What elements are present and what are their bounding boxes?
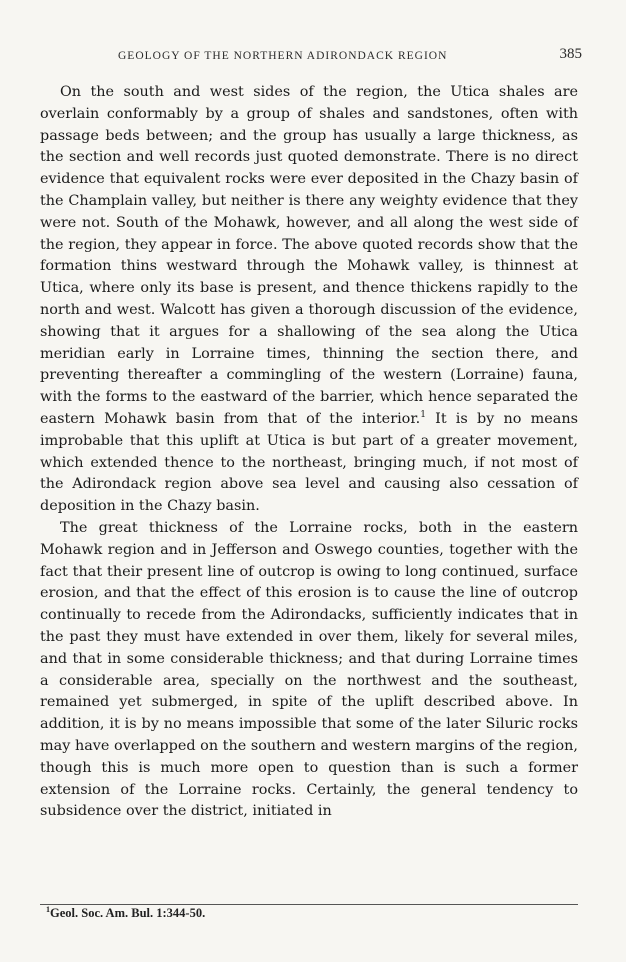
footnote-text: Geol. Soc. Am. Bul. 1:344-50. <box>50 906 206 920</box>
footnote-mark: 1 <box>46 904 50 914</box>
paragraph-1-continuation: It is by no means improbable that this uplift at Utica is but part of a greater movement, which extended thence to the northeast, bringing much, if not most of the Adirondack region above sea level and causing also cessation of deposition in the Chazy basin. <box>40 410 578 515</box>
footnote <box>46 906 205 921</box>
paragraph-1 <box>40 82 578 518</box>
paragraph-1-text: On the south and west sides of the region, the Utica shales are overlain conformably by a group of shales and sandstones, often with passage beds between; and the group has usually a large thickness, as the section and well records just quoted demonstrate. There is no direct evidence that equivalent rocks were ever deposited in the Chazy basin of the Champlain valley, but neither is there any weighty evidence that they were not. South of the Mohawk, however, and all along the west side of the region, they appear in force. The above quoted records show that the formation thins westward through the Mohawk valley, is thinnest at Utica, where only its base is present, and thence thickens rapidly to the north and west. Walcott has given a thorough discussion of the evidence, showing that it argues for a shallowing of the sea along the Utica meridian early in Lorraine times, thinning the section there, and preventing thereafter a commingling of the western (Lorraine) fauna, with the forms to the eastward of the barrier, which hence separated the eastern Mohawk basin from that of the interior. <box>40 84 578 427</box>
footnote-divider <box>40 904 578 905</box>
body-text <box>40 82 578 823</box>
footnote-reference: 1 <box>420 410 426 421</box>
paragraph-2: The great thickness of the Lorraine rocks, both in the eastern Mohawk region and in Jefferson and Oswego counties, together with the fact that their present line of outcrop is owing to long continued, surface erosion, and that the effect of this erosion is to cause the line of outcrop continually to recede from the Adirondacks, sufficiently indicates that in the past they must have extended in over them, likely for several miles, and that in some considerable thickness; and that during Lorraine times a considerable area, specially on the northwest and the southeast, remained yet submerged, in spite of the uplift described above. In addition, it is by no means impossible that some of the later Siluric rocks may have overlapped on the southern and western margins of the region, though this is much more open to question than is such a former extension of the Lorraine rocks. Certainly, the general tendency to subsidence over the district, initiated in <box>40 519 578 820</box>
running-title: GEOLOGY OF THE NORTHERN ADIRONDACK REGION <box>118 50 448 62</box>
page-number: 385 <box>559 46 582 62</box>
